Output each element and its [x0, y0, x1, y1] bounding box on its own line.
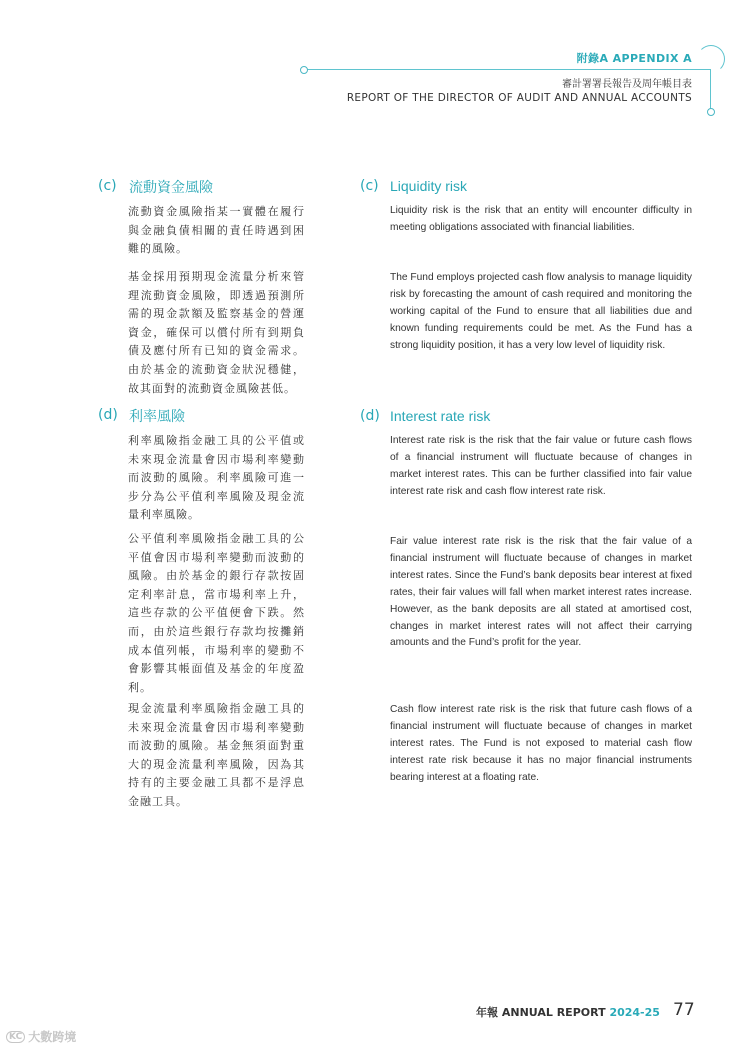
appendix-en: APPENDIX A — [612, 52, 692, 65]
footer-year: 2024-25 — [609, 1006, 660, 1019]
section-d-label-cn: (d) — [98, 407, 118, 423]
watermark-text: 大數跨境 — [28, 1030, 77, 1044]
section-d-cn-para-3: 現金流量利率風險指金融工具的未來現金流量會因市場利率變動而波動的風險。基金無須面對重大的現金流量利率風險，因為其持有的主要金融工具都不是浮息金融工具。 — [128, 702, 305, 808]
appendix-cn: 附錄A — [576, 52, 609, 65]
report-title-en: REPORT OF THE DIRECTOR OF AUDIT AND ANNUAL ACCOUNTS — [346, 92, 692, 104]
section-c-label-cn: (c) — [98, 178, 117, 194]
section-c-en-para-2: The Fund employs projected cash flow analysis to manage liquidity risk by forecasting the amount of cash required and monitoring the working capital of the Fund to ensure that all liabilities due and known funding requirements could be met. As the Fund has a strong liquidity position, it has a very low level of liquidity risk. — [390, 272, 692, 351]
header-dot-left — [300, 66, 308, 74]
footer-label — [476, 1004, 660, 1020]
header-rule-vertical — [710, 69, 711, 109]
section-c-heading-en: Liquidity risk — [390, 178, 468, 194]
section-c-label-en: (c) — [360, 178, 379, 194]
section-c-en-para-1: Liquidity risk is the risk that an entity will encounter difficulty in meeting obligations associated with financial liabilities. — [390, 205, 692, 233]
section-d-heading-cn: 利率風險 — [129, 409, 185, 425]
footer-annual-report-en: ANNUAL REPORT — [501, 1006, 606, 1019]
section-c-cn-para-1: 流動資金風險指某一實體在履行與金融負債相關的責任時遇到困難的風險。 — [128, 205, 305, 256]
header-dot-bottom — [707, 108, 715, 116]
header-arc — [697, 45, 725, 73]
page-number: 77 — [673, 1000, 695, 1020]
section-d-en-para-3: Cash flow interest rate risk is the risk that future cash flows of a financial instrument will fluctuate because of changes in market interest rates. The Fund is not exposed to material cash flow interest rate risk because it has no major financial instruments bearing interest at a floating rate. — [390, 704, 692, 783]
footer-annual-report-cn: 年報 — [476, 1006, 498, 1019]
appendix-label — [577, 50, 692, 66]
section-d-heading-en: Interest rate risk — [390, 408, 491, 424]
header-rule-horizontal — [305, 69, 711, 70]
section-c-cn-para-2: 基金採用預期現金流量分析來管理流動資金風險，即透過預測所需的現金款額及監察基金的營運資金，確保可以償付所有到期負債及應付所有已知的資金需求。由於基金的流動資金狀況穩健，故其面對的流動資金風險甚低。 — [128, 270, 305, 395]
watermark — [6, 1028, 76, 1045]
section-d-label-en: (d) — [360, 408, 380, 424]
section-d-en-para-2: Fair value interest rate risk is the risk that the fair value of a financial instrument will fluctuate because of changes in market interest rates. Since the Fund’s bank deposits bear interest at fixed rates, their fair values will fall when market interest rates increase. However, as the bank deposits are all stated at amortised cost, changes in market interest rates will not affect their carrying amounts and the Fund’s profit for the year. — [390, 536, 692, 649]
section-d-cn-para-1: 利率風險指金融工具的公平值或未來現金流量會因市場利率變動而波動的風險。利率風險可進一步分為公平值利率風險及現金流量利率風險。 — [128, 434, 305, 522]
section-c-heading-cn: 流動資金風險 — [129, 180, 213, 196]
section-d-cn-para-2: 公平值利率風險指金融工具的公平值會因市場利率變動而波動的風險。由於基金的銀行存款按固定利率計息，當市場利率上升，這些存款的公平值便會下跌。然而，由於這些銀行存款均按攤銷成本值列帳，市場利率的變動不會影響其帳面值及基金的年度盈利。 — [128, 532, 305, 694]
section-d-en-para-1: Interest rate risk is the risk that the fair value or future cash flows of a financial instrument will fluctuate because of changes in market interest rates. This can be further classified into fair value interest rate risk and cash flow interest rate risk. — [390, 435, 692, 497]
report-title-cn: 審計署署長報告及周年帳目表 — [562, 79, 692, 90]
watermark-logo: KC — [6, 1031, 25, 1043]
